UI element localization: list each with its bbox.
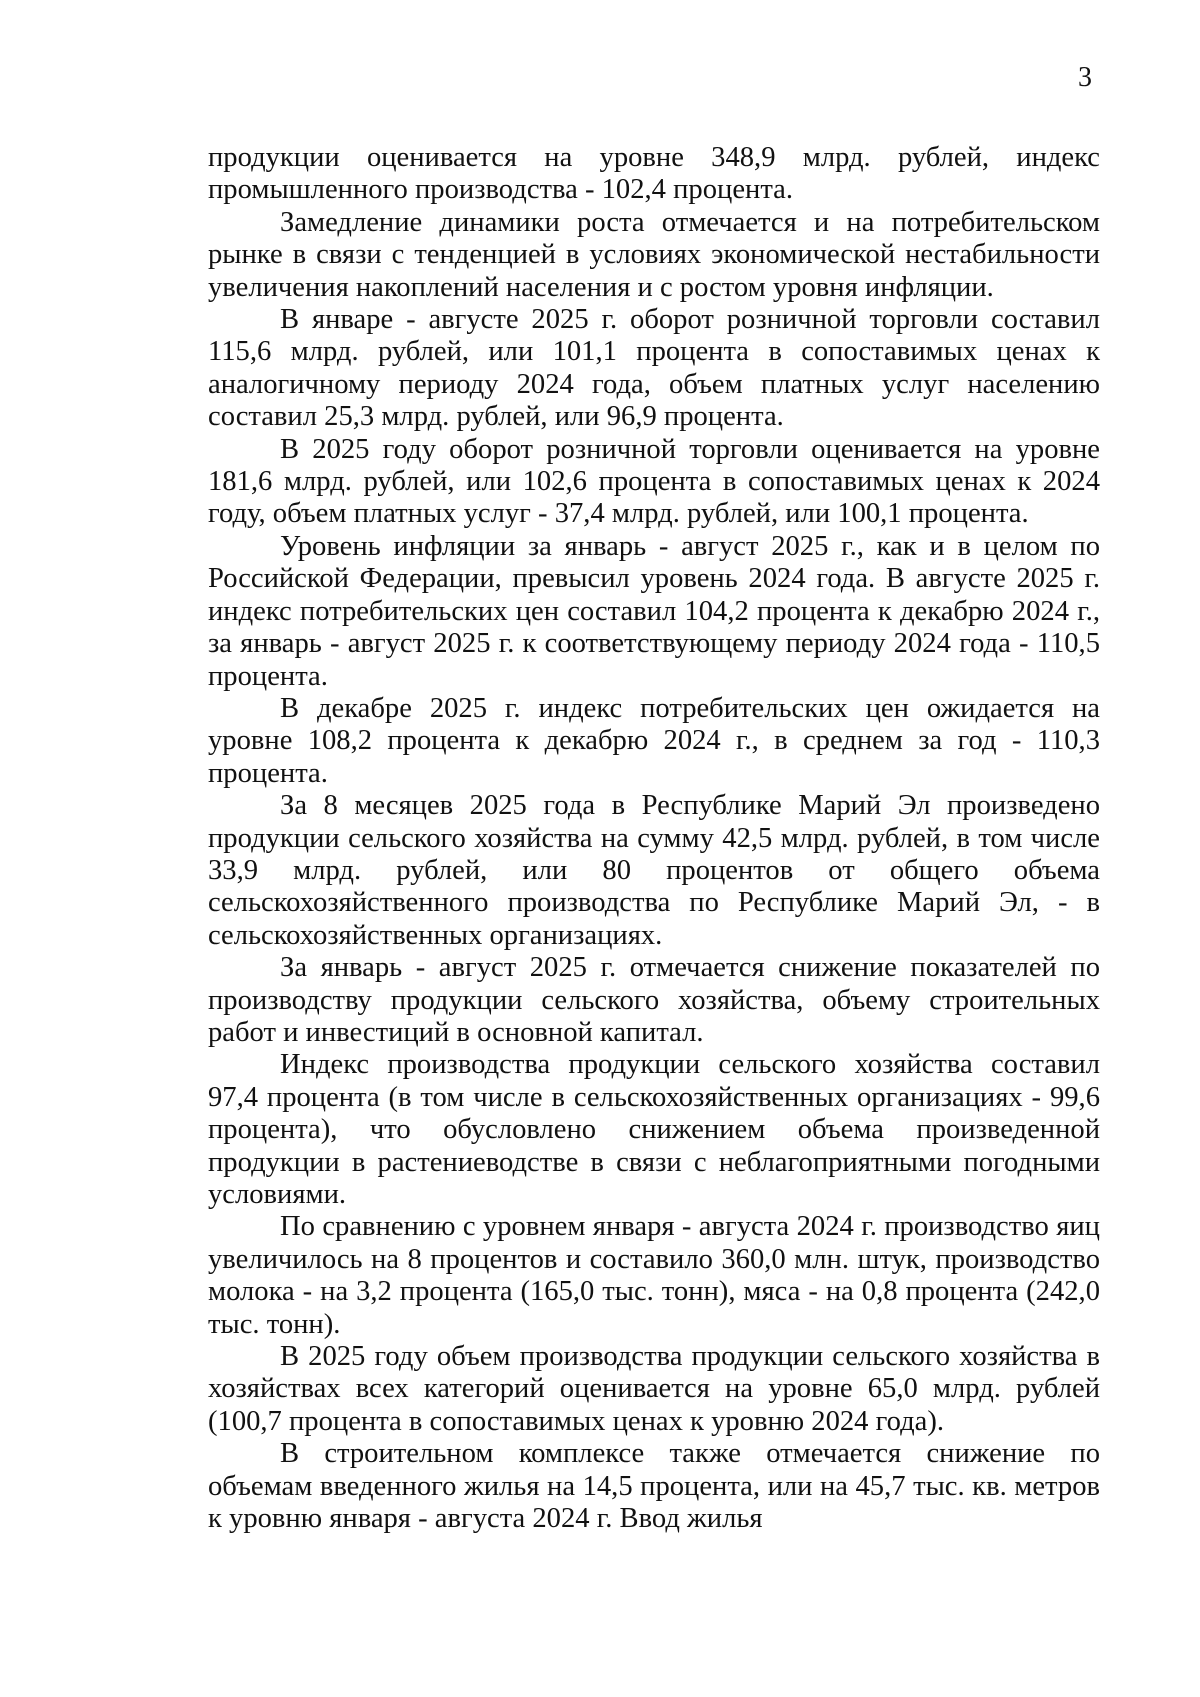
paragraph-2: Замедление динамики роста отмечается и на потребительском рынке в связи с тенденцией в условиях экономической нестабильности увеличения накоплений населения и с ростом уровня инфляции. xyxy=(208,206,1100,303)
paragraph-10: По сравнению с уровнем января - августа 2024 г. производство яиц увеличилось на 8 процентов и составило 360,0 млн. штук, производство молока - на 3,2 процента (165,0 тыс. тонн), мяса - на 0,8 процента (242,0 тыс. тонн). xyxy=(208,1211,1100,1340)
paragraph-12: В строительном комплексе также отмечается снижение по объемам введенного жилья на 14,5 процента, или на 45,7 тыс. кв. метров к уровню января - августа 2024 г. Ввод жилья xyxy=(208,1438,1100,1535)
paragraph-4: В 2025 году оборот розничной торговли оценивается на уровне 181,6 млрд. рублей, или 102,6 процента в сопоставимых ценах к 2024 году, объем платных услуг - 37,4 млрд. рублей, или 100,1 процента. xyxy=(208,433,1100,530)
paragraph-11: В 2025 году объем производства продукции сельского хозяйства в хозяйствах всех категорий оценивается на уровне 65,0 млрд. рублей (100,7 процента в сопоставимых ценах к уровню 2024 года). xyxy=(208,1341,1100,1437)
paragraph-3: В январе - августе 2025 г. оборот розничной торговли составил 115,6 млрд. рублей, или 101,1 процента в сопоставимых ценах к аналогичному периоду 2024 года, объем платных услуг населению составил 25,3 млрд. рублей, или 96,9 процента. xyxy=(208,304,1100,433)
document-body xyxy=(208,142,1100,1535)
paragraph-9: Индекс производства продукции сельского хозяйства составил 97,4 процента (в том числе в сельскохозяйственных организациях - 99,6 процента), что обусловлено снижением объема произведенной продукции в растениеводстве в связи с неблагоприятными погодными условиями. xyxy=(208,1049,1100,1210)
paragraph-5: Уровень инфляции за январь - август 2025 г., как и в целом по Российской Федерации, превысил уровень 2024 года. В августе 2025 г. индекс потребительских цен составил 104,2 процента к декабрю 2024 г., за январь - август 2025 г. к соответствующему периоду 2024 года - 110,5 процента. xyxy=(208,530,1100,692)
page-number: 3 xyxy=(1078,62,1092,93)
paragraph-1: продукции оценивается на уровне 348,9 млрд. рублей, индекс промышленного производства - 102,4 процента. xyxy=(208,142,1100,206)
paragraph-6: В декабре 2025 г. индекс потребительских цен ожидается на уровне 108,2 процента к декабрю 2024 г., в среднем за год - 110,3 процента. xyxy=(208,692,1100,789)
paragraph-8: За январь - август 2025 г. отмечается снижение показателей по производству продукции сельского хозяйства, объему строительных работ и инвестиций в основной капитал. xyxy=(208,952,1100,1048)
paragraph-7: За 8 месяцев 2025 года в Республике Марий Эл произведено продукции сельского хозяйства на сумму 42,5 млрд. рублей, в том числе 33,9 млрд. рублей, или 80 процентов от общего объема сельскохозяйственного производства по Республике Марий Эл, - в сельскохозяйственных организациях. xyxy=(208,790,1100,951)
